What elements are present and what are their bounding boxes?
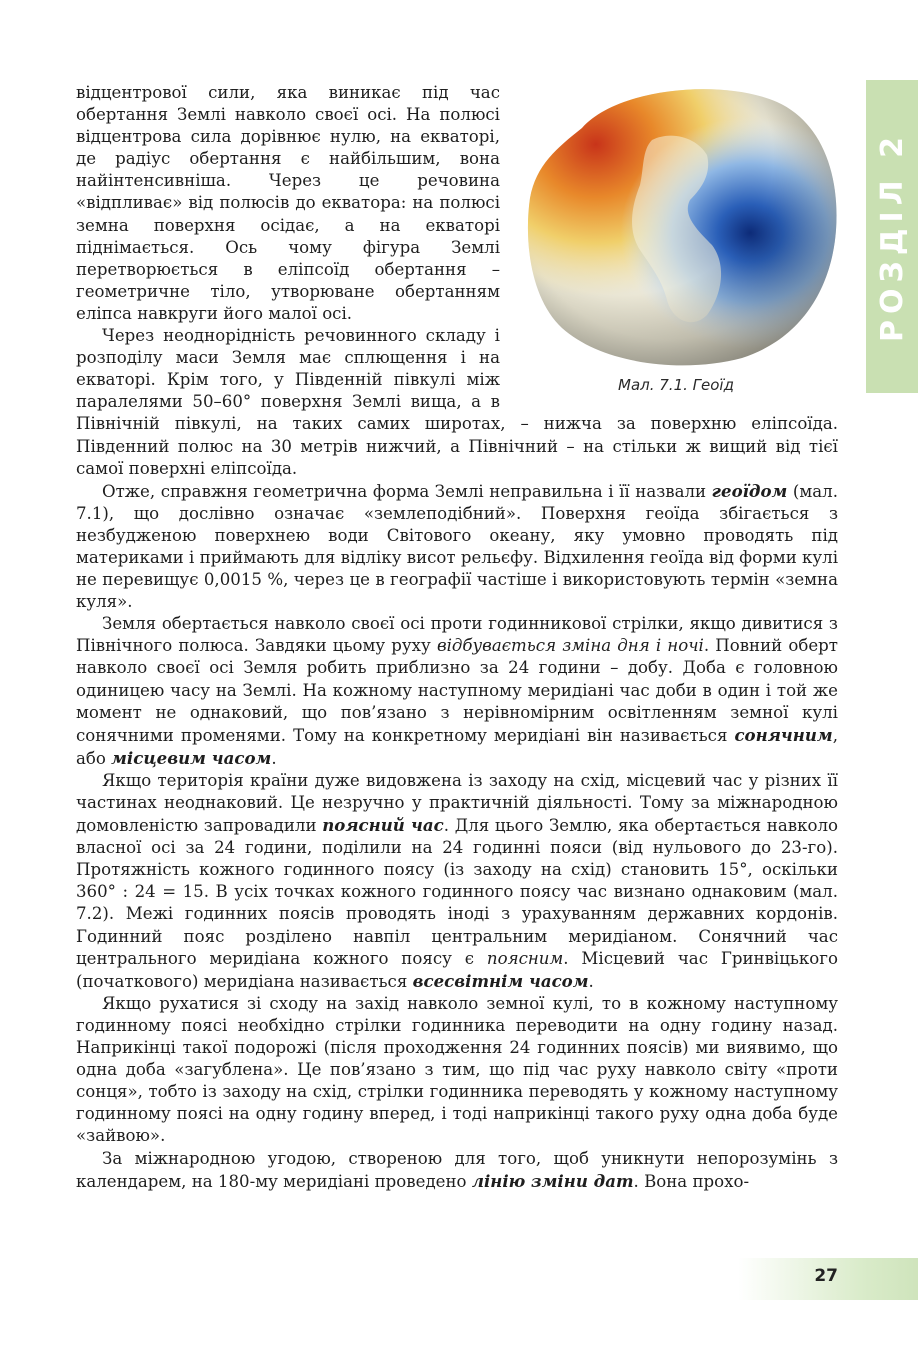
paragraph xyxy=(76,613,838,770)
text-run: . Повний оберт навколо своєї осі Земля робить приблизно за 24 години – добу. Доба є головною одиницею часу на Землі. На кожному наступному меридіані час доби в один і той же момент не однаковий, що пов’язано з нерівномірним освітленням земної кулі сонячними променями. Тому на конкретному меридіані він називається xyxy=(76,636,838,745)
text-run: Через неоднорідність речовинного складу і розподілу маси Земля має сплющення і на екваторі. Крім того, у Південній півкулі між паралелями 50–60° поверхня Землі вища, а в Північній півкулі, на таких самих широтах, – нижча за поверхню еліпсоїда. Південний полюс на 30 метрів нижчий, а Північний – на стільки ж вищий від тієї самої поверхні еліпсоїда. xyxy=(76,326,838,478)
text-run: . xyxy=(271,748,277,768)
figure-caption: Мал. 7.1. Геоїд xyxy=(618,376,734,394)
paragraph xyxy=(76,770,838,993)
text-run: відцентрової сили, яка виникає під час обертання Землі навколо своєї осі. На полюсі відцентрова сила дорівнює нулю, на екваторі, де радіус обертання є найбільшим, вона найінтенсивніша. Через це речовина «відпливає» від полюсів до екватора: на полюсі земна поверхня осідає, а на екваторі піднімається. Ось чому фігура Землі перетворюється в еліпсоїд обертання – геометричне тіло, утворюване обертанням еліпса навкруги його малої осі. xyxy=(76,83,500,323)
term-bold-italic: лінію зміни дат xyxy=(471,1170,634,1191)
section-tab xyxy=(866,80,918,393)
text-run: Якщо рухатися зі сходу на захід навколо земної кулі, то в кожному наступному годинному поясі необхідно стрілки годинника переводити на одну годину назад. Наприкінці такої подорожі (після проходження 24 годинних поясів) ми виявимо, що одна доба «загублена». Це пов’язано з тим, що під час руху навколо світу «проти сонця», тобто із заходу на схід, стрілки годинника переводять у кожному наступному годинному поясі на одну годину вперед, і тоді наприкінці такого руху одна доба буде «зайвою». xyxy=(76,993,838,1146)
text-run: Якщо територія країни дуже видовжена із заходу на схід, місцевий час у різних її частинах неоднаковий. Це незручно у практичній діяльності. Тому за міжнародною домовленістю запровадили xyxy=(76,770,838,836)
page-number: 27 xyxy=(814,1266,838,1286)
body-text xyxy=(76,82,838,1193)
text-run: . Місцевий час Гринвіцького (початкового) меридіана називається xyxy=(76,948,838,991)
term-italic: відбувається зміна дня і ночі xyxy=(436,636,704,656)
text-run: Отже, справжня геометрична форма Землі неправильна і її назвали xyxy=(102,481,712,501)
section-tab-label: РОЗДІЛ 2 xyxy=(874,131,910,342)
term-bold-italic: місцевим часом xyxy=(111,747,272,768)
text-run: . Для цього Землю, яка обертається навколо власної осі за 24 години, поділили на 24 годинні пояси (від нульового до 23-го). Протяжність кожного годинного поясу (із заходу на схід) становить 15°, оскільки 360° : 24 = 15. В усіх точках кожного годинного поясу час визнано однаковим (мал. 7.2). Межі годинних поясів проводять іноді з урахуванням державних кордонів. Годинний пояс розділено навпіл центральним меридіаном. Сонячний час центрального меридіана кожного поясу є xyxy=(76,816,838,968)
paragraph xyxy=(76,993,838,1148)
text-run: , або xyxy=(76,725,838,768)
text-run: (мал. 7.1), що дослівно означає «землеподібний». Поверхня геоїда збігається з незбудженою поверхнею води Світового океану, яку умовно проводять під материками і приймають для відліку висот рельєфу. Відхилення геоїда від форми кулі не перевищує 0,0015 %, через це в географії частіше і використовують термін «земна куля». xyxy=(76,481,839,612)
paragraph xyxy=(76,1148,838,1193)
text-run: Земля обертається навколо своєї осі проти годинникової стрілки, якщо дивитися з Північного полюса. Завдяки цьому руху xyxy=(76,614,838,656)
text-run: За міжнародною угодою, створеною для того, щоб уникнути непорозумінь з календарем, на 180-му меридіані проведено xyxy=(76,1148,838,1191)
term-bold-italic: поясний час xyxy=(322,815,444,836)
term-italic: поясним xyxy=(486,948,564,968)
text-run: . Вона прохо- xyxy=(633,1171,750,1191)
term-bold-italic: сонячним xyxy=(734,724,833,745)
text-run: . xyxy=(588,971,594,991)
term-bold-italic: геоїдом xyxy=(711,480,788,501)
paragraph xyxy=(76,480,838,614)
figure-float-spacer xyxy=(500,82,838,410)
term-bold-italic: всесвітнім часом xyxy=(412,970,589,991)
